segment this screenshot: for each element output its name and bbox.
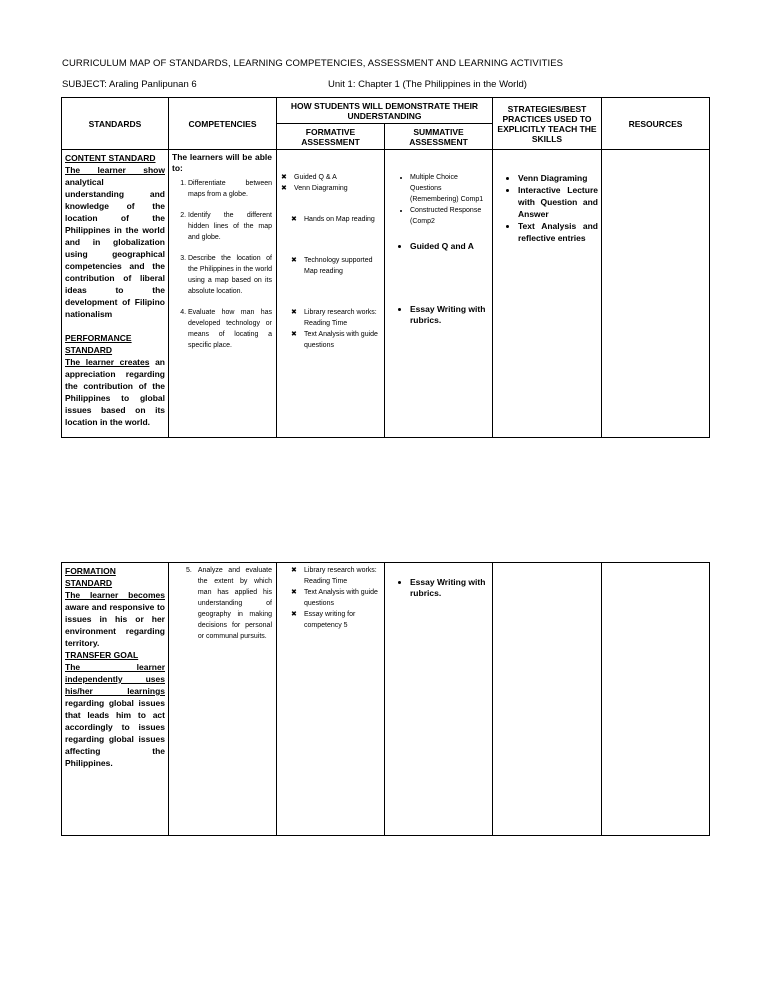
resources-cell: [602, 150, 710, 438]
formative-cell: [277, 563, 385, 836]
standards-cell: [62, 150, 169, 438]
strategy-item: • Text Analysis and reflective entries: [518, 220, 598, 244]
summative-item: • Multiple Choice Questions (Remembering) Comp1: [410, 172, 489, 205]
content-standard-text: analytical understanding and knowledge of the location of the Philippines in the world and in globalization using geographical competencies and the contribution of liberal ideas to the development of Filipino nationalism: [65, 177, 165, 319]
competency-item: 2. Identify the different hidden lines of the map and globe.: [188, 210, 272, 243]
formative-item: ✖ Text Analysis with guide questions: [304, 587, 381, 609]
formative-item: ✖ Venn Diagraming: [294, 183, 381, 194]
header-competencies: COMPETENCIES: [169, 98, 277, 150]
summative-item: • Essay Writing with rubrics.: [410, 304, 489, 326]
strategy-item: • Venn Diagraming: [518, 172, 598, 184]
competency-number: 5.: [186, 567, 192, 574]
strategies-cell: [493, 563, 602, 836]
formative-item: ✖ Library research works: Reading Time: [304, 565, 381, 587]
performance-standard-heading: PERFORMANCE STANDARD: [65, 333, 132, 355]
content-standard-heading: CONTENT STANDARD: [65, 153, 156, 163]
performance-standard-lead: The learner creates: [65, 357, 150, 367]
curriculum-table-2: [61, 562, 710, 836]
header-summative: SUMMATIVE ASSESSMENT: [385, 124, 493, 150]
formation-standard-lead: The learner becomes: [65, 590, 165, 600]
header-resources: RESOURCES: [602, 98, 710, 150]
formative-item: ✖ Library research works: Reading Time: [304, 307, 381, 329]
competency-item: 3. Describe the location of the Philippines in the world using a map based on its absolute location.: [188, 253, 272, 297]
formative-item: ✖ Text Analysis with guide questions: [304, 329, 381, 351]
header-strategies: STRATEGIES/BEST PRACTICES USED TO EXPLICITLY TEACH THE SKILLS: [493, 98, 602, 150]
summative-item: • Essay Writing with rubrics.: [410, 577, 489, 599]
standards-cell: [62, 563, 169, 836]
document-title: CURRICULUM MAP OF STANDARDS, LEARNING COMPETENCIES, ASSESSMENT AND LEARNING ACTIVITIES: [62, 58, 564, 69]
competencies-cell: [169, 150, 277, 438]
header-demonstrate: HOW STUDENTS WILL DEMONSTRATE THEIR UNDERSTANDING: [277, 98, 493, 124]
competency-lead: The learners will be able to:: [172, 152, 272, 173]
formative-cell: [277, 150, 385, 438]
transfer-goal-lead: The learner independently uses his/her learnings: [65, 662, 165, 696]
summative-cell: [385, 150, 493, 438]
subject-label: SUBJECT: Araling Panlipunan 6: [62, 79, 197, 90]
resources-cell: [602, 563, 710, 836]
summative-item: • Guided Q and A: [410, 241, 489, 252]
competency-item: 1. Differentiate between maps from a globe.: [188, 178, 272, 200]
curriculum-table-1: [61, 97, 710, 438]
formative-item: ✖ Essay writing for competency 5: [304, 609, 381, 631]
formation-standard-text: aware and responsive to issues in his or her environment regarding territory.: [65, 602, 165, 648]
strategy-item: • Interactive Lecture with Question and Answer: [518, 184, 598, 220]
formation-standard-heading: FORMATION STANDARD: [65, 566, 116, 588]
formative-item: ✖ Guided Q & A: [294, 172, 381, 183]
unit-label: Unit 1: Chapter 1 (The Philippines in the World): [328, 79, 527, 90]
content-standard-lead: The learner show: [65, 165, 165, 175]
summative-cell: [385, 563, 493, 836]
strategies-cell: [493, 150, 602, 438]
transfer-goal-heading: TRANSFER GOAL: [65, 650, 139, 660]
competencies-cell: [169, 563, 277, 836]
summative-item: • Constructed Response (Comp2: [410, 205, 489, 227]
transfer-goal-text: regarding global issues that leads him to act accordingly to issues regarding global issues affecting the Philippines.: [65, 698, 165, 768]
competency-item: 4. Evaluate how man has developed technology or means of locating a specific place.: [188, 307, 272, 351]
formative-item: ✖ Hands on Map reading: [304, 214, 381, 225]
competency-item: Analyze and evaluate the extent by which man has applied his understanding of geography in making decisions for personal or communal pursuits.: [197, 567, 272, 640]
formative-item: ✖ Technology supported Map reading: [304, 255, 381, 277]
performance-standard-text: an appreciation regarding the contribution of the Philippines to global issues based on its location in the world.: [65, 357, 165, 427]
header-standards: STANDARDS: [62, 98, 169, 150]
header-formative: FORMATIVE ASSESSMENT: [277, 124, 385, 150]
